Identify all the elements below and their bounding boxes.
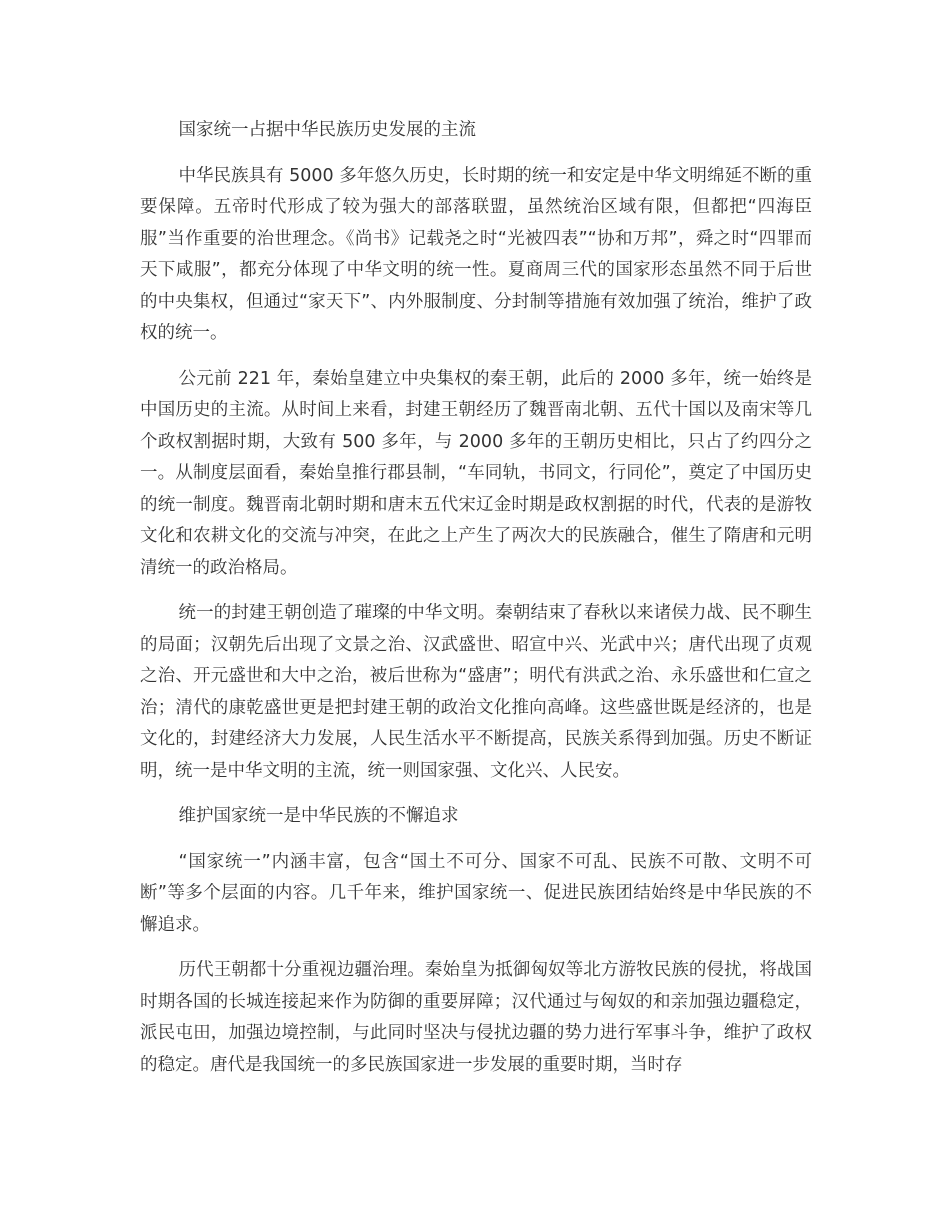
paragraph-frontier-governance: 历代王朝都十分重视边疆治理。秦始皇为抵御匈奴等北方游牧民族的侵扰，将战国时期各国的长城连接起来作为防御的重要屏障；汉代通过与匈奴的和亲加强边疆稳定，派民屯田，加强边境控制，与此同时坚决与侵扰边疆的势力进行军事斗争，维护了政权的稳定。唐代是我国统一的多民族国家进一步发展的重要时期，当时存 [140, 960, 812, 1075]
paragraph-qin-dynasty: 公元前 221 年，秦始皇建立中央集权的秦王朝，此后的 2000 多年，统一始终是中国历史的主流。从时间上来看，封建王朝经历了魏晋南北朝、五代十国以及南宋等几个政权割据时期，大致有 500 多年，与 2000 多年的王朝历史相比，只占了约四分之一。从制度层面看，秦始皇推行郡县制，“车同轨，书同文，行同伦”，奠定了中国历史的统一制度。魏晋南北朝时期和唐末五代宋辽金时期是政权割据的时代，代表的是游牧文化和农耕文化的交流与冲突，在此之上产生了两次大的民族融合，催生了隋唐和元明清统一的政治格局。 [140, 368, 812, 578]
paragraph-meaning-of-unification: “国家统一”内涵丰富，包含“国土不可分、国家不可乱、民族不可散、文明不可断”等多个层面的内容。几千年来，维护国家统一、促进民族团结始终是中华民族的不懈追求。 [140, 851, 812, 935]
section-heading-unification-mainstream: 国家统一占据中华民族历史发展的主流 [178, 120, 476, 140]
paragraph-5000-years-history: 中华民族具有 5000 多年悠久历史，长时期的统一和安定是中华文明绵延不断的重要保障。五帝时代形成了较为强大的部落联盟，虽然统治区域有限，但都把“四海臣服”当作重要的治世理念。《尚书》记载尧之时“光被四表”“协和万邦”，舜之时“四罪而天下咸服”，都充分体现了中华文明的统一性。夏商周三代的国家形态虽然不同于后世的中央集权，但通过“家天下”、内外服制度、分封制等措施有效加强了统治，维护了政权的统一。 [140, 165, 812, 343]
document-page [140, 115, 812, 1095]
paragraph-unified-dynasties-civilization: 统一的封建王朝创造了璀璨的中华文明。秦朝结束了春秋以来诸侯力战、民不聊生的局面；汉朝先后出现了文景之治、汉武盛世、昭宣中兴、光武中兴；唐代出现了贞观之治、开元盛世和大中之治，被后世称为“盛唐”；明代有洪武之治、永乐盛世和仁宣之治；清代的康乾盛世更是把封建王朝的政治文化推向高峰。这些盛世既是经济的，也是文化的，封建经济大力发展，人民生活水平不断提高，民族关系得到加强。历史不断证明，统一是中华文明的主流，统一则国家强、文化兴、人民安。 [140, 603, 812, 781]
section-heading-pursuit-of-unification: 维护国家统一是中华民族的不懈追求 [178, 806, 459, 826]
